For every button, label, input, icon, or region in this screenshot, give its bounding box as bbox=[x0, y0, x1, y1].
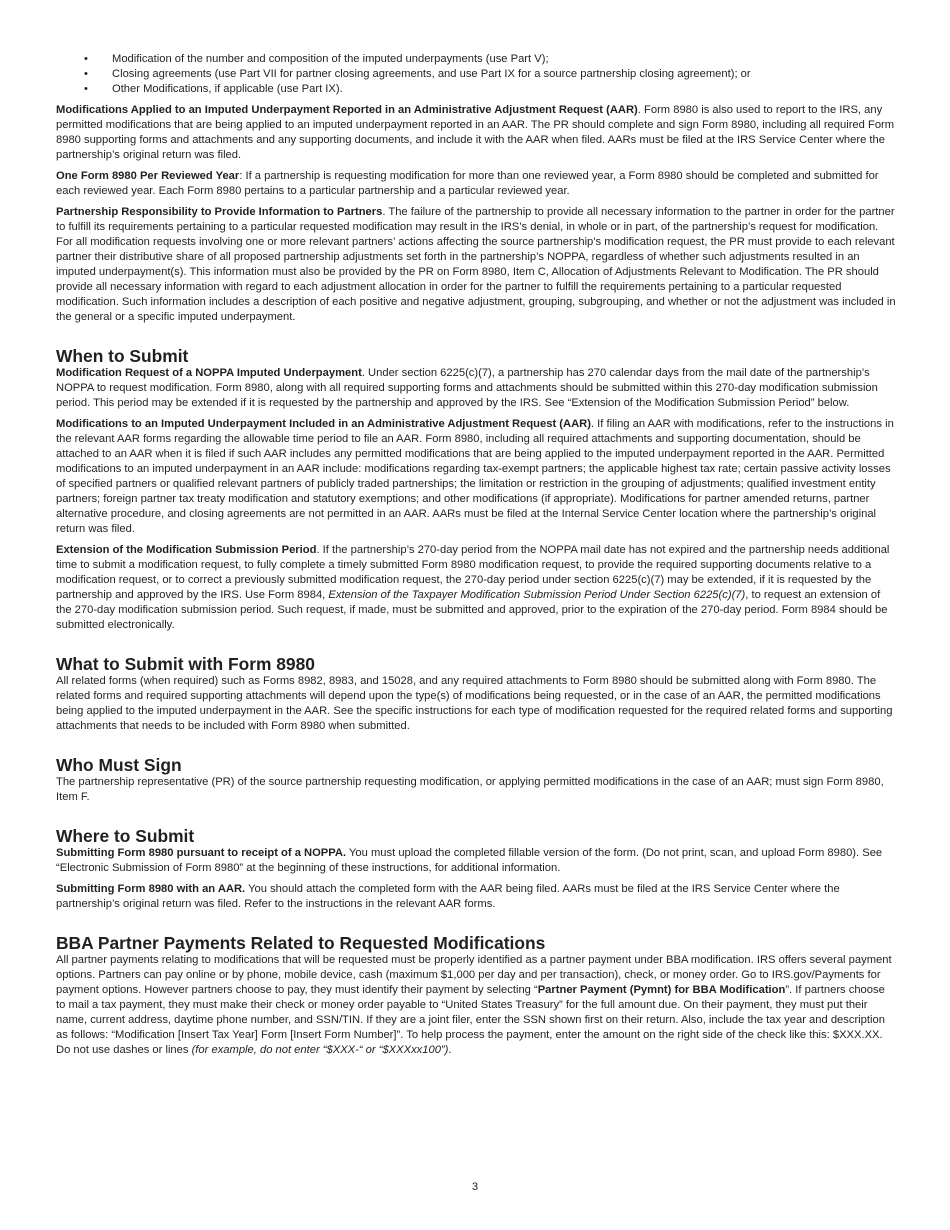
bba-payments-text-1: All partner payments relating to modifications that will be requested must be properly identified as a partner payment under BBA modification. IRS offers several payment options. Partners can pay online or by phone, mobile device, cash (maximum $1,000 per day and per transaction), check, or money order. Go to IRS.gov/Payments for payment options. However partners choose to pay, they must identify their payment by selecting “ bbox=[56, 954, 892, 996]
aar-submission-text: You should attach the completed form with the AAR being filed. AARs must be filed at the IRS Service Center where the partnership’s original return was filed. Refer to the instructions in the relevant AAR forms. bbox=[56, 883, 840, 910]
aar-submission-lead: Submitting Form 8980 with an AAR. bbox=[56, 883, 246, 895]
extension-text-2: , to request an extension of the 270-day modification submission period. Such request, if made, must be submitted and approved, prior to the expiration of the 270-day period. Form 8984 should be submitted electronically. bbox=[56, 589, 888, 631]
page-number: 3 bbox=[471, 1181, 479, 1193]
noppa-modification-paragraph bbox=[56, 366, 896, 411]
aar-imputed-text: . If filing an AAR with modifications, refer to the instructions in the relevant AAR forms regarding the allowable time period to file an AAR. Form 8980, including all required attachments and supporting documentation, should be attached to an AAR when it is filed if such AAR includes any permitted modifications that are being applied to the imputed underpayment reported in the AAR. Permitted modifications to an imputed underpayment in an AAR include: modifications regarding tax-exempt partners; the applicable highest tax rate; certain passive activity losses of specified partners or qualified relevant partners of publicly traded partnerships; the limitation or restriction in the grouping of adjustments; qualified investment entity partners; foreign partner tax treaty modification and statutory exemptions; and other modifications (if appropriate). Modifications for partner amended returns, partner alternative procedure, and closing agreements are not permitted in an AAR. AARs must be filed at the Internal Service Center location where the partnership’s original return was filed. bbox=[56, 418, 894, 535]
bba-payments-text-2: ”. If partners choose to mail a tax payment, they must make their check or money order payable to “United States Treasury” for the full amount due. On their payment, they must put their name, current address, daytime phone number, and SSN/TIN. If they are a joint filer, enter the SSN shown first on their return. Also, include the tax year and description as follows: “Modification [Insert Tax Year] Form [Insert Form Number]”. To help process the payment, enter the amount on the right side of the check like this: $XXX.XX. Do not use dashes or lines bbox=[56, 984, 885, 1056]
who-must-sign-heading: Who Must Sign bbox=[56, 755, 182, 775]
bba-payments-paragraph bbox=[56, 953, 896, 1058]
noppa-submission-lead: Submitting Form 8980 pursuant to receipt of a NOPPA. bbox=[56, 847, 347, 859]
modification-bullet-list bbox=[56, 52, 896, 97]
form-8984-title: Extension of the Taxpayer Modification Submission Period Under Section 6225(c)(7) bbox=[328, 589, 746, 601]
aar-modifications-text: . Form 8980 is also used to report to the IRS, any permitted modifications that are being applied to an imputed underpayment reported in an AAR. The PR should complete and sign Form 8980, including all required Form 8980 supporting forms and attachments and any supporting documents, and include it with the AAR when filed. AARs must be filed at the IRS Service Center where the partnership’s original return was filed. bbox=[56, 104, 895, 161]
noppa-modification-text: . Under section 6225(c)(7), a partnership has 270 calendar days from the mail date of the partnership’s NOPPA to request modification. Form 8980, along with all required supporting forms and attachments should be submitted within this 270-day modification submission period. This period may be extended if it is requested by the partnership and approved by the IRS. See “Extension of the Modification Submission Period” below. bbox=[56, 367, 878, 409]
aar-modifications-lead: Modifications Applied to an Imputed Underpayment Reported in an Administrative Adjustment Request (AAR) bbox=[56, 104, 638, 116]
one-form-lead: One Form 8980 Per Reviewed Year bbox=[56, 170, 240, 182]
extension-lead: Extension of the Modification Submission Period bbox=[56, 544, 317, 556]
bba-payments-text-3: . bbox=[448, 1044, 452, 1056]
when-to-submit-heading: When to Submit bbox=[56, 346, 189, 366]
one-form-per-year-paragraph bbox=[56, 169, 896, 199]
where-to-submit-heading: Where to Submit bbox=[56, 826, 195, 846]
document-page bbox=[56, 52, 896, 1064]
aar-submission-paragraph bbox=[56, 882, 896, 912]
what-to-submit-heading: What to Submit with Form 8980 bbox=[56, 654, 315, 674]
responsibility-text: . The failure of the partnership to provide all necessary information to the partner in order for the partner to fulfill its requirements pertaining to a particular requested modification may result in the IRS’s denial, in whole or in part, of the partnership’s request for modification. For all modification requests involving one or more relevant partners’ actions affecting the source partnership’s modification request, the PR must provide to each relevant partner their distributive share of all proposed partnership adjustments set forth in the partnership’s NOPPA, regardless of whether such adjustments resulted in an imputed underpayment(s). This information must also be provided by the PR on Form 8980, Item C, Allocation of Adjustments Relevant to Modification. The PR should provide all necessary information with regard to each adjustment allocation in order for the partner to fulfill the requirements pertaining to a particular requested modification. Such information includes a description of each positive and negative adjustment, grouping, subgrouping, and whether or not the adjustment was included in the general or a specific imputed underpayment. bbox=[56, 206, 896, 323]
bullet-item: • Other Modifications, if applicable (use Part IX). bbox=[56, 82, 896, 97]
aar-modifications-paragraph bbox=[56, 103, 896, 163]
responsibility-lead: Partnership Responsibility to Provide Information to Partners bbox=[56, 206, 383, 218]
extension-paragraph bbox=[56, 543, 896, 633]
what-to-submit-paragraph: All related forms (when required) such as Forms 8982, 8983, and 15028, and any required attachments to Form 8980 should be submitted along with Form 8980. The related forms and required supporting attachments will depend upon the type(s) of modifications being requested, or in the case of an AAR, the permitted modifications being applied to the imputed underpayment in the AAR. See the specific instructions for each type of modification requested for the required related forms and supporting attachments that needs to be included with Form 8980 when submitted. bbox=[56, 675, 893, 732]
bullet-item: • Closing agreements (use Part VII for partner closing agreements, and use Part IX for a source partnership closing agreement); or bbox=[56, 67, 896, 82]
who-must-sign-paragraph: The partnership representative (PR) of the source partnership requesting modification, or applying permitted modifications in the case of an AAR; must sign Form 8980, Item F. bbox=[56, 776, 884, 803]
bba-payments-example: (for example, do not enter “$XXX-“ or “$XXXxx100”) bbox=[191, 1044, 449, 1056]
noppa-modification-lead: Modification Request of a NOPPA Imputed Underpayment bbox=[56, 367, 362, 379]
aar-imputed-underpayment-paragraph bbox=[56, 417, 896, 537]
one-form-text: : If a partnership is requesting modification for more than one reviewed year, a Form 8980 should be completed and submitted for each reviewed year. Each Form 8980 pertains to a particular partnership and a particular reviewed year. bbox=[56, 170, 879, 197]
extension-text-1: . If the partnership’s 270-day period from the NOPPA mail date has not expired and the partnership needs additional time to submit a modification request, to fully complete a timely submitted Form 8980 modification request, to provide the required supporting documents relative to a modification request, or to correct a previously submitted modification request, the 270-day period under section 6225(c)(7) may be extended, if it is requested by the partnership and approved by the IRS. Use Form 8984, bbox=[56, 544, 890, 601]
bba-payment-label: Partner Payment (Pymnt) for BBA Modification bbox=[537, 984, 786, 996]
bba-payments-heading: BBA Partner Payments Related to Requested Modifications bbox=[56, 933, 546, 953]
partnership-responsibility-paragraph bbox=[56, 205, 896, 325]
noppa-submission-text: You must upload the completed fillable version of the form. (Do not print, scan, and upload Form 8980). See “Electronic Submission of Form 8980” at the beginning of these instructions, for additional information. bbox=[56, 847, 883, 874]
noppa-submission-paragraph bbox=[56, 846, 896, 876]
bullet-item: • Modification of the number and composition of the imputed underpayments (use Part V); bbox=[56, 52, 896, 67]
aar-imputed-lead: Modifications to an Imputed Underpayment Included in an Administrative Adjustment Request (AAR) bbox=[56, 418, 591, 430]
